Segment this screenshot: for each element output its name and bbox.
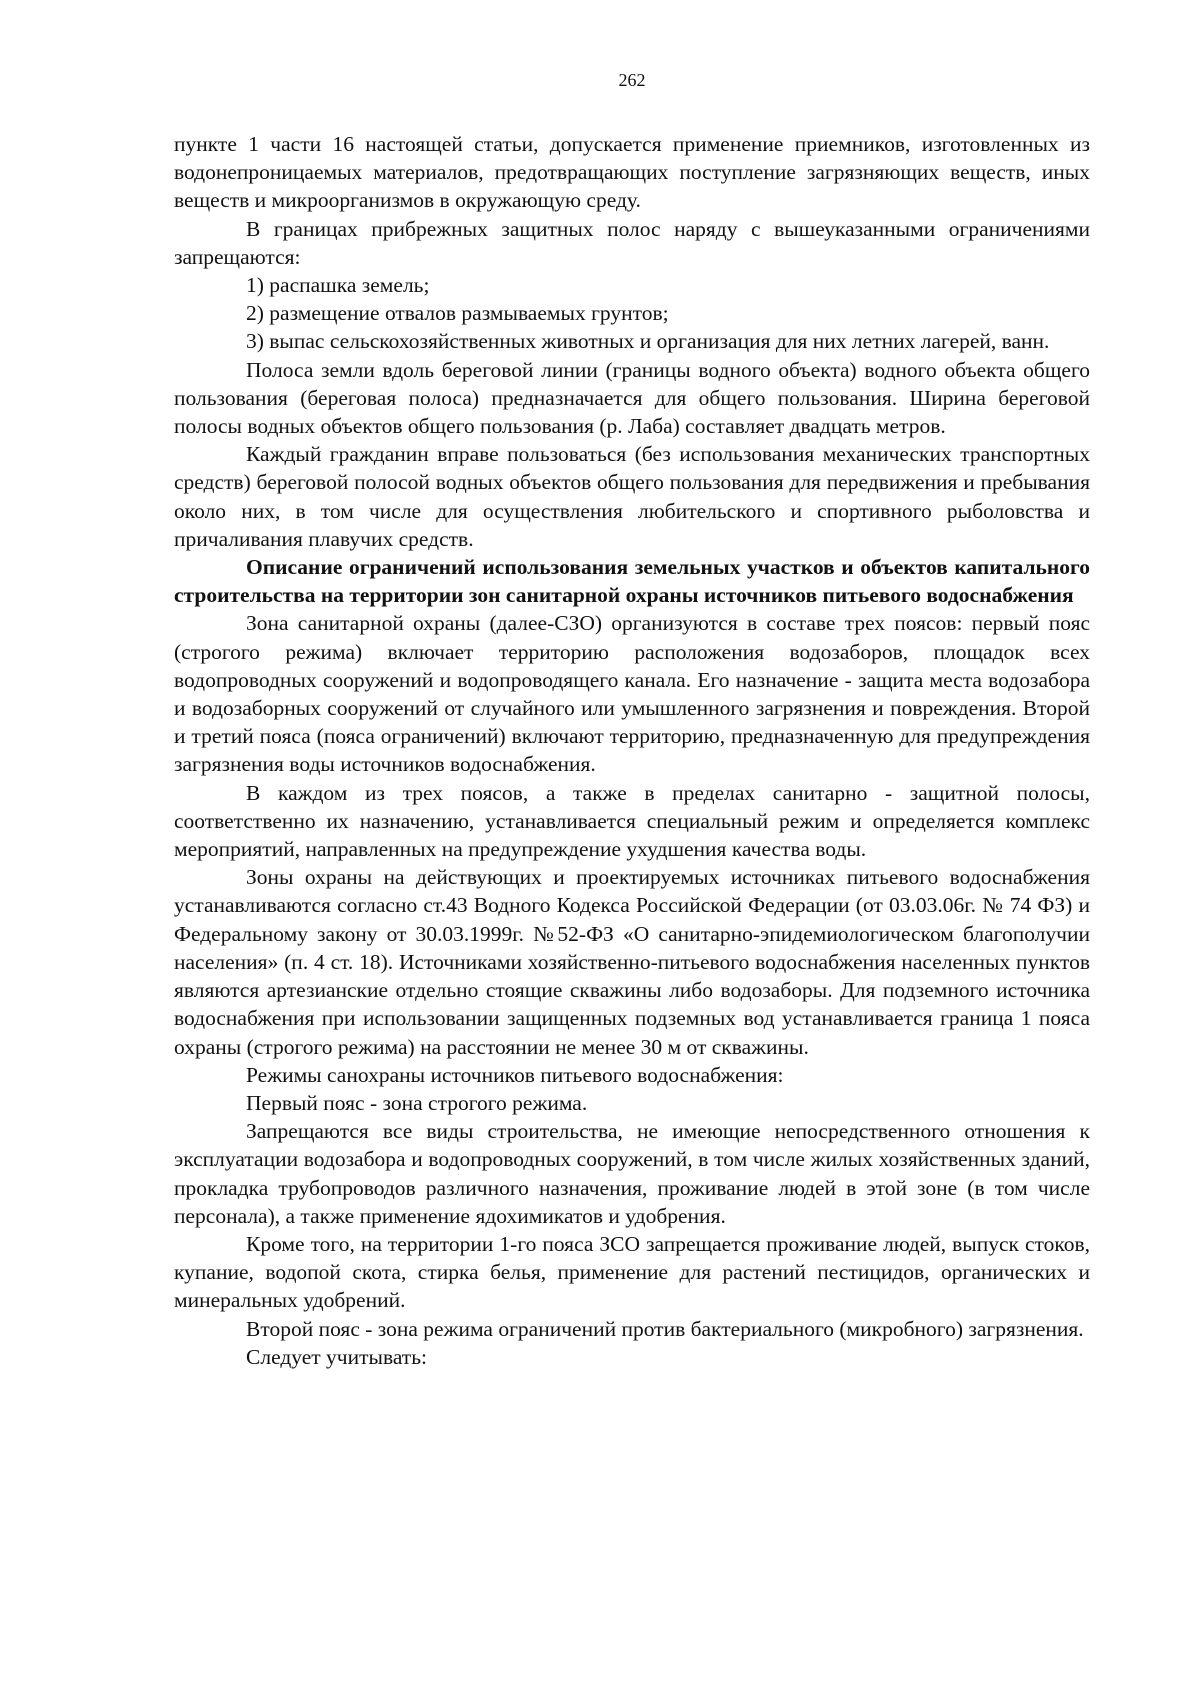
list-item-1: 1) распашка земель; xyxy=(246,273,430,298)
paragraph-prohibitions: Запрещаются все виды строительства, не имеющие непосредственного отношения к эксплуатации водозабора и водопроводных сооружений, в том числе жилых хозяйственных зданий, прокладка трубопроводов различного назначения, проживание людей в этой зоне (в том числе персонала), а также применение ядохимикатов и удобрения. xyxy=(174,1119,1090,1228)
section-heading: Описание ограничений использования земельных участков и объектов капитального строительства на территории зон санитарной охраны источников питьевого водоснабжения xyxy=(174,555,1090,608)
document-page xyxy=(174,68,1090,1371)
paragraph-consider: Следует учитывать: xyxy=(246,1344,427,1369)
paragraph-second-belt: Второй пояс - зона режима ограничений против бактериального (микробного) загрязнения. xyxy=(246,1316,1084,1341)
list-item-3: 3) выпас сельскохозяйственных животных и организация для них летних лагерей, ванн. xyxy=(246,329,1050,354)
paragraph-szo-definition: Зона санитарной охраны (далее-СЗО) организуются в составе трех поясов: первый пояс (строгого режима) включает территорию расположения водозаборов, площадок всех водопроводных сооружений и водопроводящего канала. Его назначение - защита места водозабора и водозаборных сооружений от случайного или умышленного загрязнения и повреждения. Второй и третий пояса (пояса ограничений) включают территорию, предназначенную для предупреждения загрязнения воды источников водоснабжения. xyxy=(174,611,1090,777)
paragraph-first-belt: Первый пояс - зона строгого режима. xyxy=(246,1090,588,1115)
paragraph-additional-prohibitions: Кроме того, на территории 1-го пояса ЗСО запрещается проживание людей, выпуск стоков, купание, водопой скота, стирка белья, применение для растений пестицидов, органических и минеральных удобрений. xyxy=(174,1231,1090,1313)
paragraph-shore-strip: Полоса земли вдоль береговой линии (границы водного объекта) водного объекта общего пользования (береговая полоса) предназначается для общего пользования. Ширина береговой полосы водных объектов общего пользования (р. Лаба) составляет двадцать метров. xyxy=(174,357,1090,439)
paragraph-regimes-intro: Режимы санохраны источников питьевого водоснабжения: xyxy=(246,1062,784,1087)
page-number: 262 xyxy=(618,70,646,90)
paragraph-citizen-rights: Каждый гражданин вправе пользоваться (без использования механических транспортных средств) береговой полосой водных объектов общего пользования для передвижения и пребывания около них, в том числе для осуществления любительского и спортивного рыболовства и причаливания плавучих средств. xyxy=(174,442,1090,551)
paragraph-continuation: пункте 1 части 16 настоящей статьи, допускается применение приемников, изготовленных из водонепроницаемых материалов, предотвращающих поступление загрязняющих веществ, иных веществ и микроорганизмов в окружающую среду. xyxy=(174,132,1090,213)
paragraph-belts-regime: В каждом из трех поясов, а также в пределах санитарно - защитной полосы, соответственно их назначению, устанавливается специальный режим и определяется комплекс мероприятий, направленных на предупреждение ухудшения качества воды. xyxy=(174,780,1090,862)
list-item-2: 2) размещение отвалов размываемых грунтов; xyxy=(246,301,669,326)
document-body xyxy=(174,130,1090,1371)
paragraph-coastal-restrictions: В границах прибрежных защитных полос наряду с вышеуказанными ограничениями запрещаются: xyxy=(174,216,1090,269)
paragraph-protection-zones: Зоны охраны на действующих и проектируемых источниках питьевого водоснабжения устанавливаются согласно ст.43 Водного Кодекса Российской Федерации (от 03.03.06г. № 74 ФЗ) и Федеральному закону от 30.03.1999г. №52-ФЗ «О санитарно-эпидемиологическом благополучии населения» (п. 4 ст. 18). Источниками хозяйственно-питьевого водоснабжения населенных пунктов являются артезианские отдельно стоящие скважины либо водозаборы. Для подземного источника водоснабжения при использовании защищенных подземных вод устанавливается граница 1 пояса охраны (строгого режима) на расстоянии не менее 30 м от скважины. xyxy=(174,865,1090,1059)
